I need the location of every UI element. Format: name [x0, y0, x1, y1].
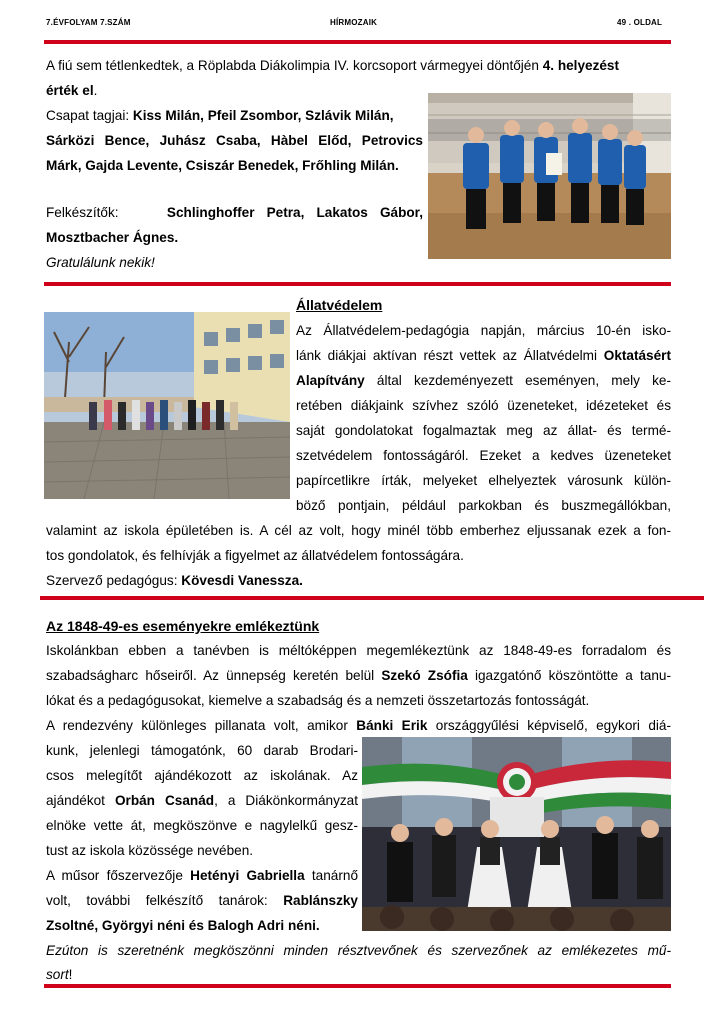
animal-organizer: Szervező pedagógus: Kövesdi Vanessza.	[46, 573, 303, 588]
memorial-p2-line5: elnöke vette át, megköszönve e nagylelkű gesz-	[46, 818, 358, 833]
animal-line-3: Alapítvány által kezdeményezett eseményen, mely ke-	[296, 373, 671, 388]
section-rule-2	[40, 596, 704, 600]
animal-line-10: tos gondolatok, és felhívják a figyelmet az állatvédelem fontosságára.	[46, 548, 464, 563]
memorial-p1-line3: lókat és a pedagógusokat, kiemelve a szabadság és a nemzeti összetartozás fontosságát.	[46, 693, 590, 708]
animal-line-2: lánk diákjai aktívan részt vettek az Állatvédelmi Oktatásért	[296, 348, 671, 363]
animal-line-6: szetvédelem fontosságáról. Ezeket a kedves üzeneteket	[296, 448, 671, 463]
section-rule-1	[44, 282, 671, 286]
congrats-text: Gratulálunk nekik!	[46, 255, 155, 270]
animal-line-8: böző pontjain, például parkokban és buszmegállókban,	[296, 498, 671, 513]
memorial-closing-line1: Ezúton is szeretnénk megköszönni minden résztvevőnek és szervezőnek az emlékezetes mű-	[46, 943, 671, 958]
memorial-section-title: Az 1848-49-es eseményekre emlékeztünk	[46, 618, 320, 634]
team-line-2: Sárközi Bence, Juhász Csaba, Hàbel Előd, Petrovics	[46, 133, 423, 148]
animal-line-4: retében diákjaink szívhez szóló üzeneteket, idézeteket és	[296, 398, 671, 413]
memorial-p2-line2: kunk, jelenlegi támogatónk, 60 darab Brodari-	[46, 743, 358, 758]
issue-label: 7.ÉVFOLYAM 7.SZÁM	[46, 18, 131, 27]
animal-line-7: papírcetlikre írták, melyeket elhelyeztek városunk külön-	[296, 473, 671, 488]
memorial-p3-line2: volt, további felkészítő tanárok: Rablánszky	[46, 893, 358, 908]
volleyball-team-photo	[428, 93, 671, 259]
footer-rule	[44, 984, 671, 988]
memorial-closing-line2: sort!	[46, 967, 73, 982]
memorial-p2-line3: csos melegítőt ajándékozott az iskolának. Az	[46, 768, 358, 783]
animal-protection-photo	[44, 312, 290, 499]
animal-line-1: Az Állatvédelem-pedagógia napján, március 10-én isko-	[296, 323, 671, 338]
header-rule	[44, 40, 671, 44]
volleyball-intro: A fiú sem tétlenkedtek, a Röplabda Diákolimpia IV. korcsoport vármegyei döntőjén 4. helyezést	[46, 58, 620, 73]
memorial-p3-line3: Zsoltné, Györgyi néni és Balogh Adri néni.	[46, 918, 320, 933]
animal-line-5: saját gondolatokat fogalmaztak meg az állat- és termé-	[296, 423, 671, 438]
memorial-p2-line6: tust az iskola közössége nevében.	[46, 843, 254, 858]
page-number: 49 . OLDAL	[617, 18, 663, 27]
volleyball-result: érték el.	[46, 83, 98, 98]
team-line-1: Csapat tagjai: Kiss Milán, Pfeil Zsombor, Szlávik Milán,	[46, 108, 394, 123]
team-line-3: Márk, Gajda Levente, Csiszár Benedek, Frőhling Milán.	[46, 158, 399, 173]
memorial-p2-line4: ajándékot Orbán Csanád, a Diákönkormányzat	[46, 793, 358, 808]
memorial-p1-line2: szabadságharc hőseiről. Az ünnepség keretén belül Szekó Zsófia igazgatónő köszöntötte a tanu-	[46, 668, 671, 683]
memorial-p3-line1: A műsor főszervezője Hetényi Gabriella tanárnő	[46, 868, 358, 883]
publication-title: HÍRMOZAIK	[330, 18, 378, 27]
memorial-p2-line1: A rendezvény különleges pillanata volt, amikor Bánki Erik országgyűlési képviselő, egykori diá-	[46, 718, 671, 733]
animal-section-title: Állatvédelem	[296, 297, 383, 313]
memorial-p1-line1: Iskolánkban ebben a tanévben is méltóképpen megemlékeztünk az 1848-49-es forradalom és	[46, 643, 671, 658]
animal-line-9: valamint az iskola épületében is. A cél az volt, hogy minél több emberhez eljussanak ezek a fon-	[46, 523, 671, 538]
coaches-line-2: Mosztbacher Ágnes.	[46, 230, 179, 245]
coaches-line: Felkészítők: Schlinghoffer Petra, Lakatos Gábor,	[46, 205, 423, 220]
ceremony-photo	[362, 737, 671, 931]
